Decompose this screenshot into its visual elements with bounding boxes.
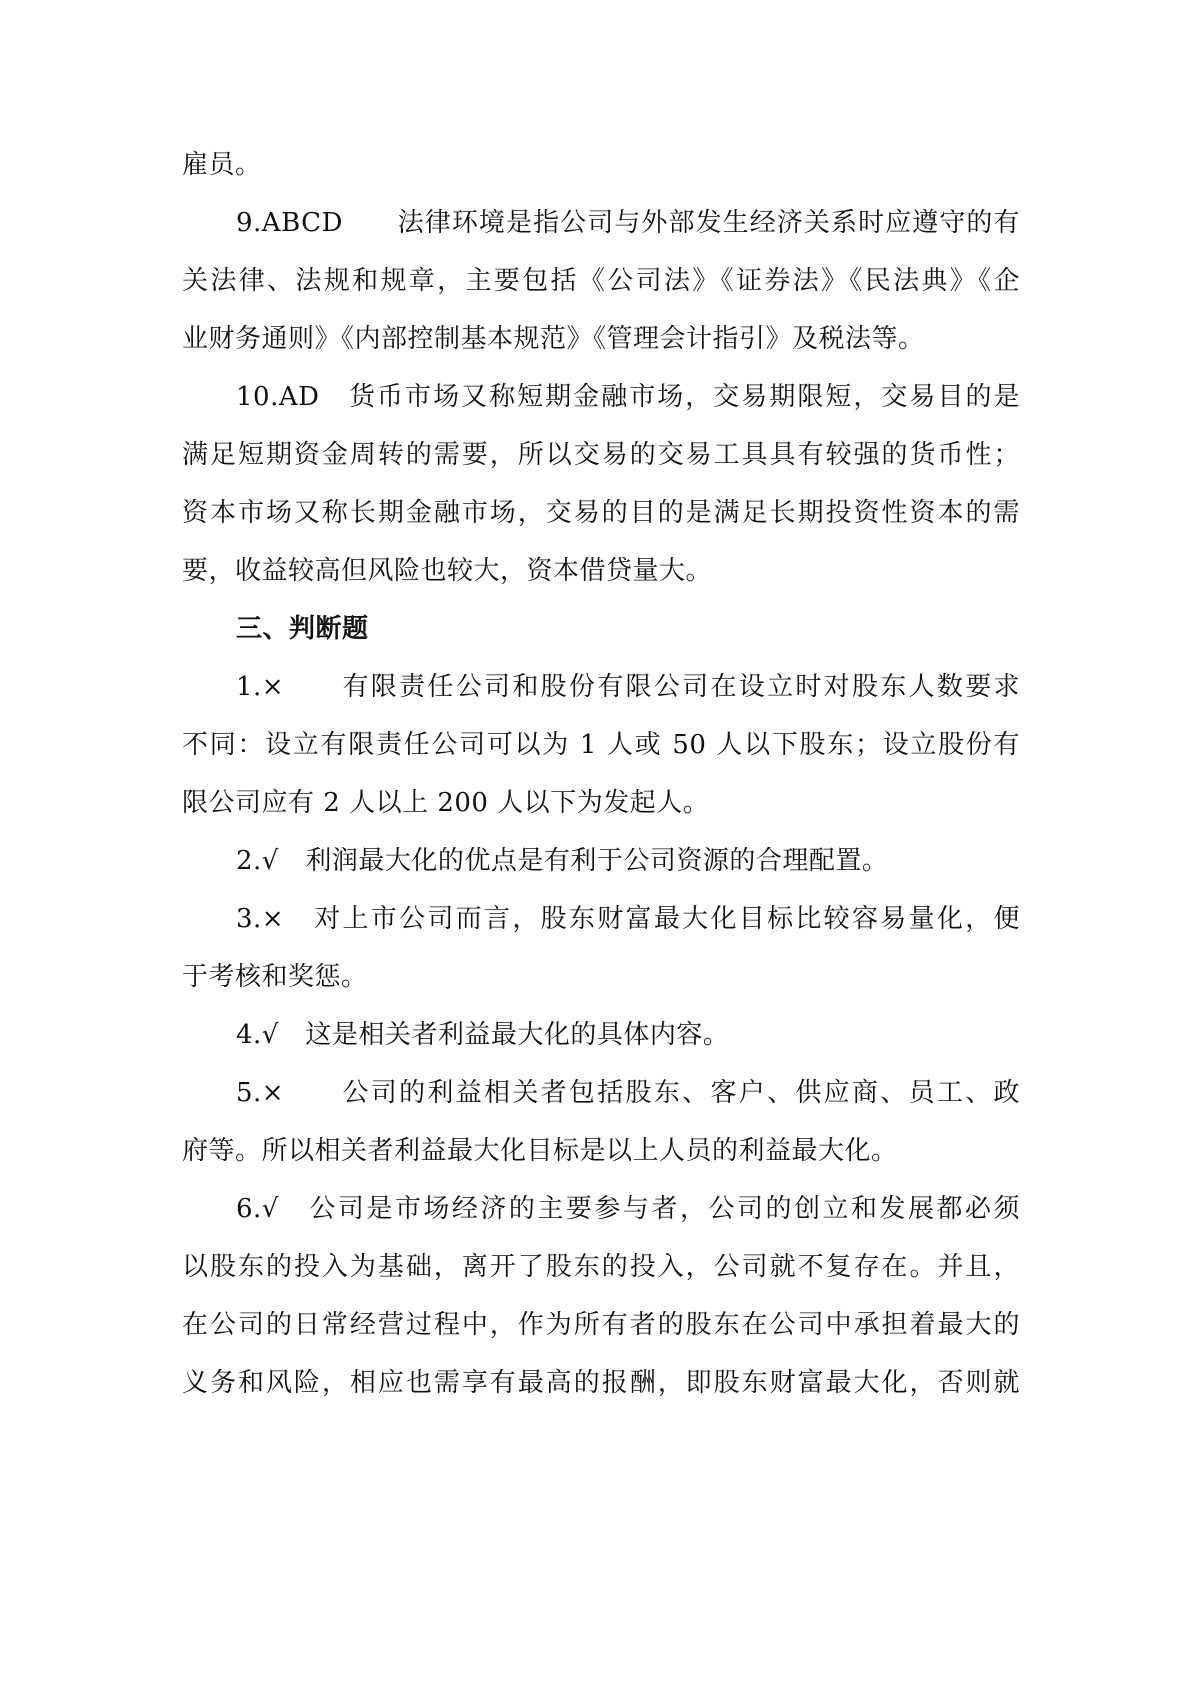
text-line: 于考核和奖惩。 <box>182 962 368 992</box>
text-line: 5.× 公司的利益相关者包括股东、客户、供应商、员工、政 <box>236 1078 1020 1108</box>
text-line: 要，收益较高但风险也较大，资本借贷量大。 <box>182 556 713 586</box>
text-line: 业财务通则》《内部控制基本规范》《管理会计指引》及税法等。 <box>182 324 925 354</box>
text-line: 关法律、法规和规章，主要包括《公司法》《证券法》《民法典》《企 <box>182 266 1020 296</box>
text-line: 限公司应有 2 人以上 200 人以下为发起人。 <box>182 788 710 818</box>
text-line: 6.√ 公司是市场经济的主要参与者，公司的创立和发展都必须 <box>236 1194 1020 1224</box>
text-line: 府等。所以相关者利益最大化目标是以上人员的利益最大化。 <box>182 1136 898 1166</box>
text-line: 4.√ 这是相关者利益最大化的具体内容。 <box>236 1020 730 1050</box>
text-line: 1.× 有限责任公司和股份有限公司在设立时对股东人数要求 <box>236 672 1020 702</box>
text-line: 2.√ 利润最大化的优点是有利于公司资源的合理配置。 <box>236 846 889 876</box>
text-line: 10.AD 货币市场又称短期金融市场，交易期限短，交易目的是 <box>236 382 1020 412</box>
text-line: 9.ABCD 法律环境是指公司与外部发生经济关系时应遵守的有 <box>236 208 1020 238</box>
text-line: 满足短期资金周转的需要，所以交易的交易工具具有较强的货币性； <box>182 440 1020 470</box>
text-line: 3.× 对上市公司而言，股东财富最大化目标比较容易量化，便 <box>236 904 1020 934</box>
text-line: 以股东的投入为基础，离开了股东的投入，公司就不复存在。并且， <box>182 1252 1020 1282</box>
text-line: 不同：设立有限责任公司可以为 1 人或 50 人以下股东；设立股份有 <box>182 730 1020 760</box>
text-line: 资本市场又称长期金融市场，交易的目的是满足长期投资性资本的需 <box>182 498 1020 528</box>
text-line: 义务和风险，相应也需享有最高的报酬，即股东财富最大化，否则就 <box>182 1368 1020 1398</box>
text-line: 在公司的日常经营过程中，作为所有者的股东在公司中承担着最大的 <box>182 1310 1020 1340</box>
text-line: 雇员。 <box>182 150 262 180</box>
section-heading: 三、判断题 <box>236 614 369 644</box>
